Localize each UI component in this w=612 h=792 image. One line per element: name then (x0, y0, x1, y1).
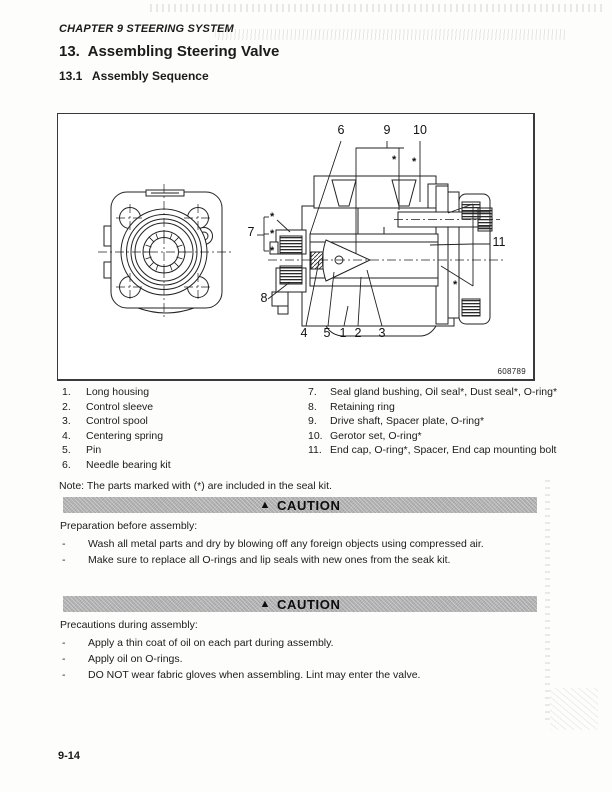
caution-item (57, 652, 537, 667)
scan-noise-right (545, 480, 550, 720)
parts-list-item (62, 458, 292, 473)
parts-list-item (308, 443, 558, 458)
parts-list-item (308, 414, 558, 429)
part-label: Drive shaft, Spacer plate, O-ring* (330, 415, 485, 428)
caution-title-text: CAUTION (277, 497, 341, 513)
seal-kit-note: Note: The parts marked with (*) are included in the seal kit. (59, 480, 332, 492)
figure-callout-3: 3 (378, 326, 386, 340)
part-number: 9. (308, 415, 317, 428)
page-number: 9-14 (58, 750, 81, 762)
scan-noise-corner (550, 688, 598, 730)
figure-callout-1: 1 (339, 326, 347, 340)
part-number: 6. (62, 458, 71, 471)
caution-title (260, 597, 341, 612)
caution-intro: Precautions during assembly: (60, 619, 198, 631)
parts-list-left (62, 385, 292, 473)
part-label: Control spool (86, 415, 148, 428)
part-number: 11. (308, 444, 322, 457)
asterisk-mark: * (270, 245, 275, 257)
part-label: Retaining ring (330, 400, 395, 413)
caution-item-text: DO NOT wear fabric gloves when assembling. Lint may enter the valve. (88, 669, 421, 681)
bullet-dash: - (62, 554, 66, 566)
subsection-title: 13.1 Assembly Sequence (59, 69, 209, 83)
figure-number: 608789 (497, 367, 526, 376)
parts-list-item (308, 385, 558, 400)
bullet-dash: - (62, 538, 66, 550)
caution-sections (57, 497, 537, 711)
part-label: Control sleeve (86, 400, 154, 413)
assembly-figure (57, 113, 535, 381)
scan-noise-header (215, 29, 565, 40)
figure-callout-10: 10 (413, 123, 427, 137)
caution-block-precautions (57, 596, 537, 683)
part-number: 3. (62, 415, 71, 428)
part-number: 2. (62, 400, 71, 413)
figure-callout-6: 6 (337, 123, 345, 137)
part-label: Needle bearing kit (86, 458, 171, 471)
parts-list-item (62, 429, 292, 444)
figure-callout-2: 2 (354, 326, 362, 340)
caution-item-list (57, 636, 537, 683)
caution-title (260, 498, 341, 513)
figure-callout-11: 11 (492, 235, 506, 249)
parts-list-item (62, 400, 292, 415)
section-title: 13. Assembling Steering Valve (59, 43, 280, 60)
parts-list-item (62, 385, 292, 400)
asterisk-mark: * (270, 228, 275, 240)
scan-noise-top (150, 4, 606, 12)
caution-item-text: Make sure to replace all O-rings and lip seals with new ones from the seak kit. (88, 554, 451, 566)
part-label: Centering spring (86, 429, 164, 442)
chapter-header: CHAPTER 9 STEERING SYSTEM (59, 23, 234, 35)
caution-item (57, 668, 537, 683)
parts-list-item (62, 443, 292, 458)
parts-list-item (308, 400, 558, 415)
caution-title-text: CAUTION (277, 596, 341, 612)
parts-list-item (62, 414, 292, 429)
asterisk-mark: * (453, 279, 458, 291)
figure-callout-8: 8 (260, 291, 268, 305)
caution-item-text: Apply oil on O-rings. (88, 653, 183, 665)
part-number: 4. (62, 429, 71, 442)
figure-callout-5: 5 (323, 326, 331, 340)
warning-triangle-icon: ▲ (259, 498, 272, 511)
asterisk-mark: * (412, 156, 417, 168)
caution-item (57, 537, 537, 552)
figure-callout-7: 7 (247, 225, 255, 239)
part-label: Long housing (86, 386, 150, 398)
part-number: 8. (308, 400, 317, 413)
part-number: 7. (308, 386, 317, 398)
figure-callout-4: 4 (300, 326, 308, 340)
bullet-dash: - (62, 669, 66, 681)
part-label: Seal gland bushing, Oil seal*, Dust seal*, O-ring* (330, 386, 558, 398)
part-number: 5. (62, 444, 71, 457)
caution-intro: Preparation before assembly: (60, 520, 198, 532)
bullet-dash: - (62, 653, 66, 665)
caution-item (57, 553, 537, 568)
caution-item (57, 636, 537, 651)
part-number: 10. (308, 429, 323, 442)
caution-banner (63, 497, 537, 513)
caution-item-list (57, 537, 537, 568)
caution-block-preparation (57, 497, 537, 568)
steering-valve-diagram (58, 114, 534, 378)
warning-triangle-icon: ▲ (259, 597, 272, 610)
caution-item-text: Wash all metal parts and dry by blowing off any foreign objects using compressed air. (88, 538, 484, 550)
bullet-dash: - (62, 637, 66, 649)
asterisk-mark: * (392, 154, 397, 166)
parts-list-item (308, 429, 558, 444)
parts-list-right (308, 385, 558, 458)
asterisk-mark: * (270, 211, 275, 223)
part-label: End cap, O-ring*, Spacer, End cap mounting bolt (330, 444, 557, 457)
figure-callout-9: 9 (383, 123, 391, 137)
caution-item-text: Apply a thin coat of oil on each part during assembly. (88, 637, 334, 649)
part-label: Pin (86, 444, 102, 457)
part-label: Gerotor set, O-ring* (330, 429, 422, 442)
caution-banner (63, 596, 537, 612)
part-number: 1. (62, 386, 71, 398)
